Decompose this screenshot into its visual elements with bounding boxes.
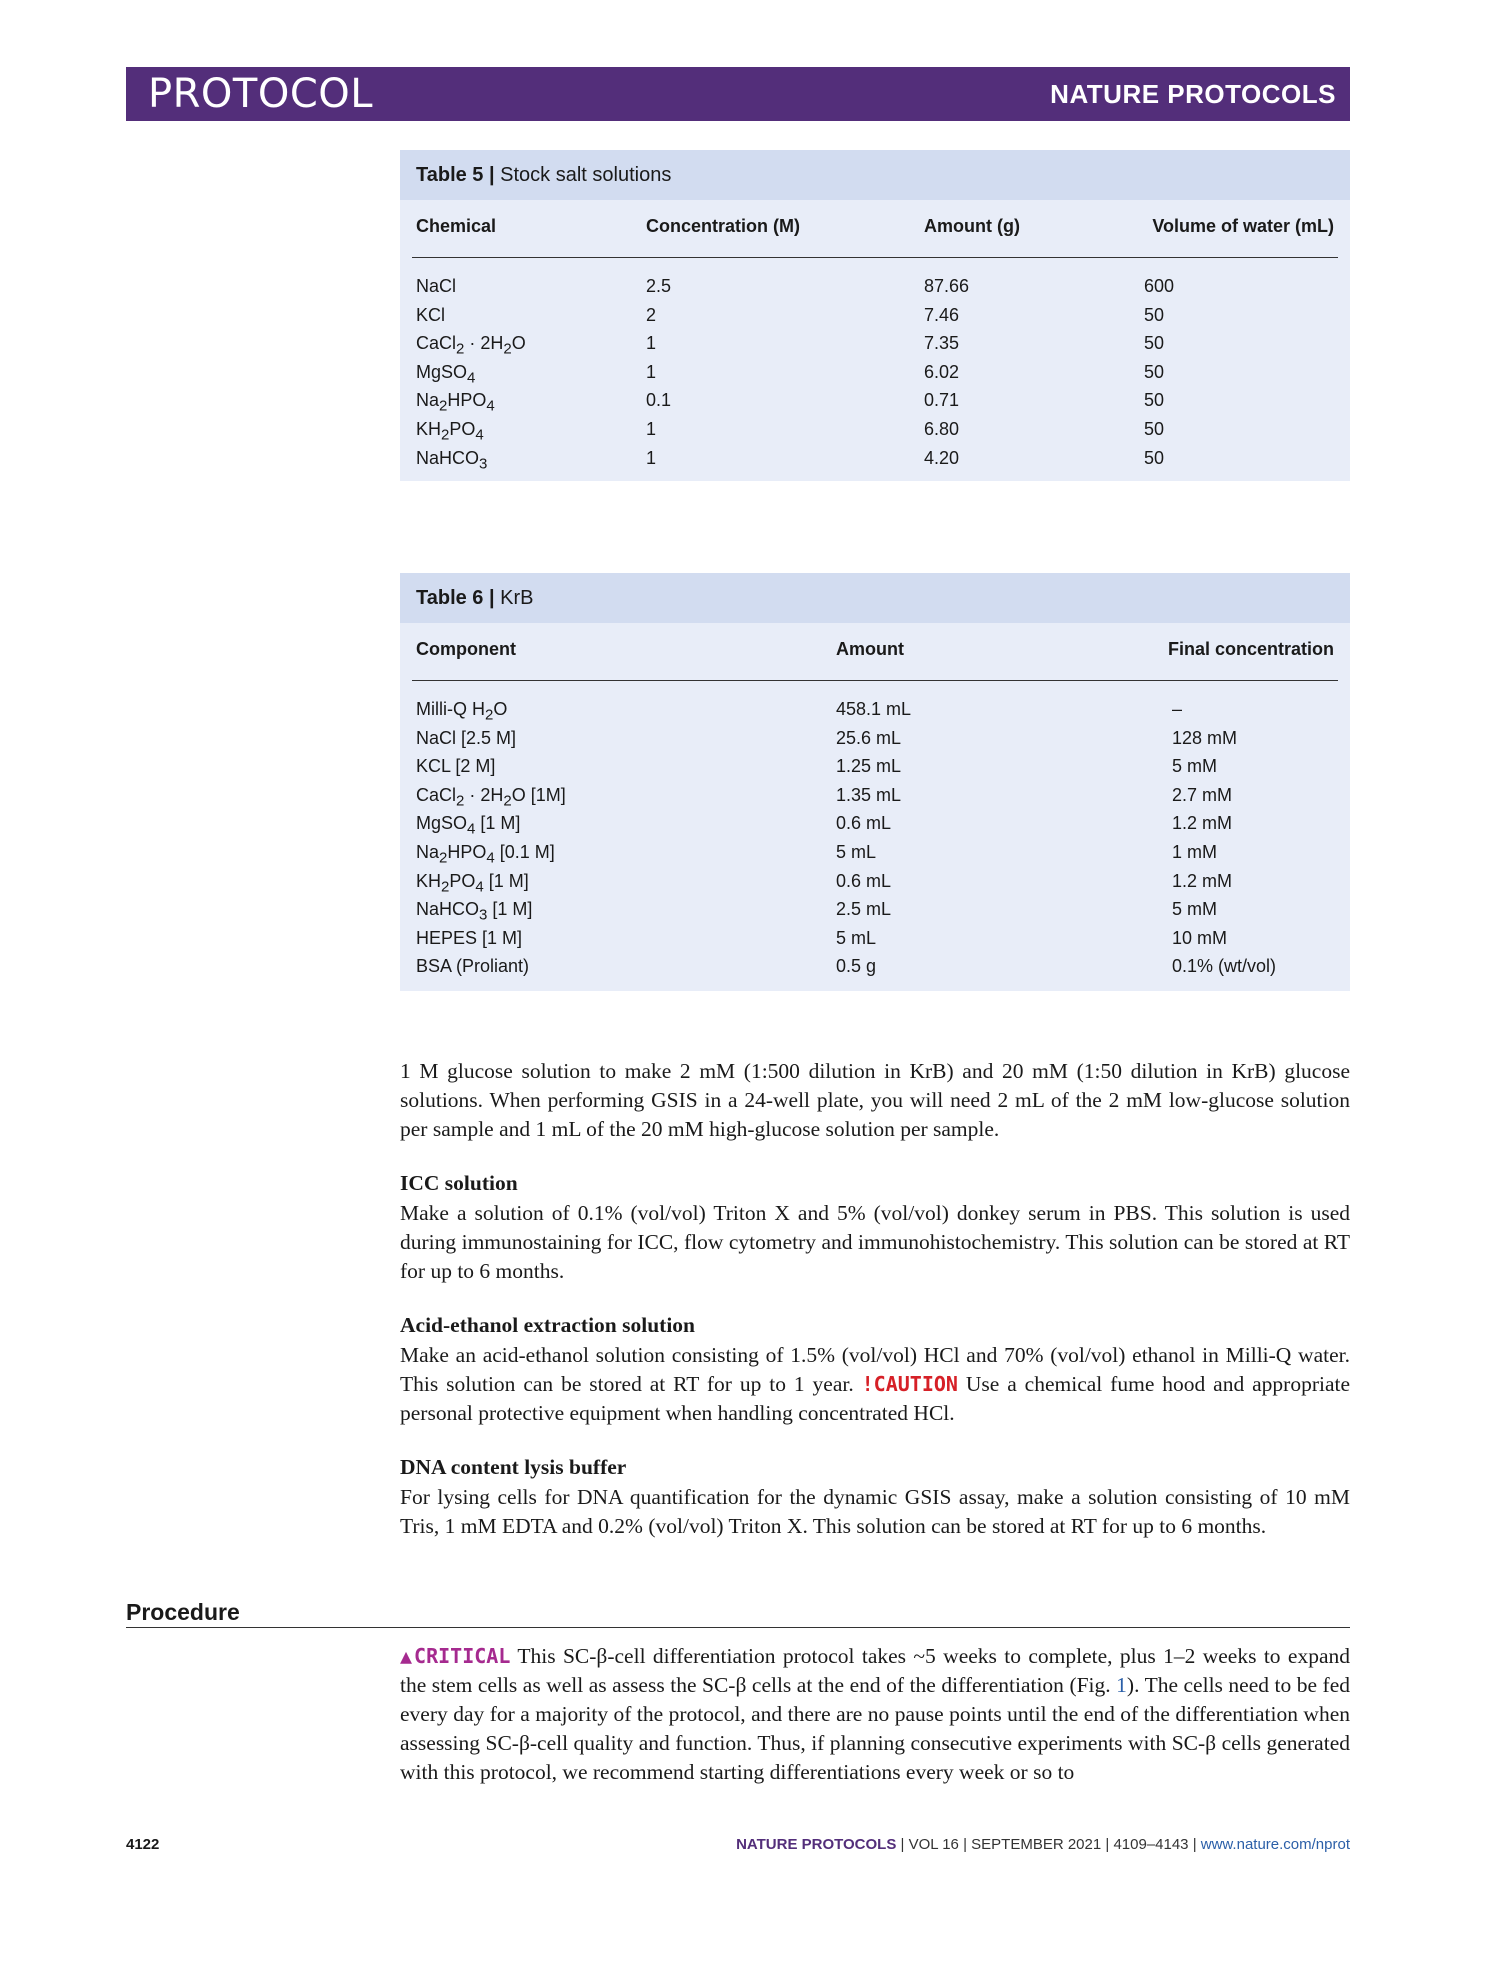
- table-cell: 1 mM: [1172, 841, 1217, 862]
- column-header: Amount: [836, 639, 904, 659]
- table-cell: $Na_2HPO_4$ [0.1 M]: [416, 841, 555, 867]
- table-cell: 87.66: [924, 276, 970, 296]
- table-row: [400, 386, 1350, 415]
- table-cell: MgSO$_4$ [1 M]: [416, 813, 521, 838]
- glucose-paragraph: 1 M glucose solution to make 2 mM (1:500 dilution in KrB) and 20 mM (1:50 dilution in KrB) glucose solutions. When performing GSIS in a 24-well plate, you will need 2 mL of the 2 mM low-glucose solution per sample and 1 mL of the 20 mM high-glucose solution per sample.: [400, 1059, 1350, 1141]
- table-cell: Milli-Q $H_2O$: [416, 699, 508, 724]
- table-cell: 5 mL: [836, 841, 877, 862]
- table-row: [400, 724, 1350, 753]
- acid-text: Make an acid-ethanol solution consisting of 1.5% (vol/vol) HCl and 70% (vol/vol) ethanol in Milli-Q water. This solution can be stored at RT for up to 1 year.: [400, 1343, 1350, 1396]
- footer-date: SEPTEMBER 2021: [971, 1836, 1102, 1853]
- table-cell: 7.35: [924, 333, 960, 354]
- table-row: [400, 952, 1350, 981]
- journal-name: NATURE PROTOCOLS: [1050, 79, 1336, 109]
- table-cell: 5 mM: [1172, 756, 1217, 777]
- table-caption: [400, 150, 1350, 200]
- table-title: KrB: [500, 587, 534, 609]
- table-cell: NaCl: [416, 276, 457, 296]
- table-title: Stock salt solutions: [500, 164, 672, 186]
- footer-separator: |: [958, 1836, 972, 1853]
- procedure-text: This SC-β-cell differentiation protocol takes ~5 weeks to complete, plus 1–2 weeks to expand the stem cells as well as assess the SC-β cells at the end of the differentiation (Fig.: [400, 1644, 1350, 1697]
- table-cell: KCl: [416, 304, 446, 325]
- footer-separator: |: [1188, 1836, 1201, 1853]
- table-cell: BSA (Proliant): [416, 956, 530, 977]
- table-cell: 6.80: [924, 418, 960, 439]
- table-cell: CaCl$_2$ · $2H_2O$: [416, 333, 526, 358]
- table-row: [400, 444, 1350, 473]
- column-header: Chemical: [416, 216, 497, 236]
- table-row: [400, 809, 1350, 838]
- table-cell: 1: [646, 361, 657, 382]
- table-row: [400, 358, 1350, 387]
- table-caption: [400, 573, 1350, 623]
- caution-label: !CAUTION: [861, 1372, 958, 1396]
- table-cell: 458.1 mL: [836, 699, 912, 719]
- table-cell: 50: [1144, 304, 1165, 325]
- table-row: [400, 924, 1350, 953]
- table-cell: 0.71: [924, 390, 960, 411]
- table-cell: 0.6 mL: [836, 870, 892, 891]
- table-cell: 1.35 mL: [836, 784, 902, 805]
- table-cell: 7.46: [924, 304, 960, 325]
- table-cell: CaCl$_2$ · $2H_2O$ [1M]: [416, 784, 566, 810]
- table-body: [400, 681, 1350, 995]
- figure-link[interactable]: 1: [1116, 1673, 1127, 1697]
- column-header: Amount (g): [924, 216, 1020, 236]
- table-cell: 4.20: [924, 447, 960, 468]
- table-cell: 1: [646, 447, 657, 468]
- table-cell: $KH_2PO_4$: [416, 418, 484, 444]
- dna-paragraph: For lysing cells for DNA quantification for the dynamic GSIS assay, make a solution consisting of 10 mM Tris, 1 mM EDTA and 0.2% (vol/vol) Triton X. This solution can be stored at RT for up to 6 months.: [400, 1485, 1350, 1538]
- table-cell: 1.25 mL: [836, 756, 902, 777]
- table-cell: 2: [646, 304, 657, 325]
- table-cell: 50: [1144, 361, 1165, 382]
- table-header: [412, 200, 1338, 258]
- table-row: [400, 329, 1350, 358]
- table-label: Table 6 |: [416, 587, 495, 609]
- table-row: [400, 838, 1350, 867]
- page-number: 4122: [126, 1836, 160, 1853]
- table-cell: 1: [646, 333, 657, 354]
- dna-heading: DNA content lysis buffer: [400, 1455, 627, 1479]
- table-cell: 0.1: [646, 390, 672, 411]
- footer-pages: 4109–4143: [1113, 1836, 1189, 1853]
- table-cell: 25.6 mL: [836, 727, 902, 748]
- table-cell: 2.5 mL: [836, 899, 892, 920]
- table-header: [412, 623, 1338, 681]
- table-6: [400, 573, 1350, 991]
- section-label: PROTOCOL: [148, 71, 374, 117]
- table-cell: 2.5: [646, 276, 672, 296]
- table-cell: $Na_2HPO_4$: [416, 390, 495, 415]
- table-cell: 6.02: [924, 361, 960, 382]
- table-row: [400, 695, 1350, 724]
- table-cell: –: [1172, 699, 1183, 719]
- footer-separator: |: [896, 1836, 909, 1853]
- footer-citation: [736, 1836, 1350, 1853]
- table-cell: 50: [1144, 447, 1165, 468]
- table-row: [400, 272, 1350, 301]
- table-cell: NaHCO$_3$: [416, 447, 488, 473]
- column-header: Concentration (M): [646, 216, 800, 236]
- table-cell: $KH_2PO_4$ [1 M]: [416, 870, 529, 896]
- table-cell: 50: [1144, 418, 1165, 439]
- table-cell: 600: [1144, 276, 1175, 296]
- table-cell: 5 mL: [836, 927, 877, 948]
- table-cell: MgSO$_4$: [416, 361, 476, 387]
- table-cell: NaCl [2.5 M]: [416, 727, 517, 748]
- table-row: [400, 752, 1350, 781]
- acid-heading: Acid-ethanol extraction solution: [400, 1313, 696, 1337]
- section-divider: [126, 1627, 1350, 1628]
- footer-separator: |: [1101, 1836, 1114, 1853]
- footer-url[interactable]: www.nature.com/nprot: [1200, 1836, 1350, 1853]
- table-cell: 2.7 mM: [1172, 784, 1233, 805]
- icc-heading: ICC solution: [400, 1171, 518, 1195]
- table-5: [400, 150, 1350, 481]
- footer-volume: VOL 16: [908, 1836, 959, 1853]
- procedure-heading: Procedure: [126, 1599, 240, 1625]
- table-cell: 128 mM: [1172, 727, 1238, 748]
- table-cell: 1: [646, 418, 657, 439]
- footer-journal: NATURE PROTOCOLS: [736, 1836, 897, 1853]
- acid-text-cont: Use a chemical fume hood and appropriate personal protective equipment when handling concentrated HCl.: [400, 1372, 1351, 1425]
- table-cell: 1.2 mM: [1172, 870, 1233, 891]
- table-cell: 1.2 mM: [1172, 813, 1233, 834]
- procedure-text-cont: ). The cells need to be fed every day for a majority of the protocol, and there are no pause points until the end of the differentiation when assessing SC-β-cell quality and function. Thus, if planning consecutive experiments with SC-β cells generated with this protocol, we recommend starting differentiations every week or so to: [400, 1673, 1350, 1784]
- table-label: Table 5 |: [416, 164, 495, 186]
- column-header: Volume of water (mL): [1152, 216, 1334, 236]
- table-cell: HEPES [1 M]: [416, 927, 523, 948]
- header-bar: [126, 67, 1350, 121]
- table-row: [400, 781, 1350, 810]
- table-row: [400, 867, 1350, 896]
- column-header: Final concentration: [1167, 639, 1334, 659]
- table-body: [400, 258, 1350, 486]
- table-cell: 50: [1144, 390, 1165, 411]
- table-cell: 10 mM: [1172, 927, 1228, 948]
- icc-paragraph: Make a solution of 0.1% (vol/vol) Triton X and 5% (vol/vol) donkey serum in PBS. This solution is used during immunostaining for ICC, flow cytometry and immunohistochemistry. This solution can be stored at RT for up to 6 months.: [400, 1201, 1350, 1283]
- table-cell: 5 mM: [1172, 899, 1217, 920]
- table-cell: 0.6 mL: [836, 813, 892, 834]
- table-row: [400, 415, 1350, 444]
- table-cell: 0.5 g: [836, 956, 877, 977]
- table-cell: NaHCO$_3$ [1 M]: [416, 899, 533, 924]
- procedure-paragraph: [400, 1642, 1350, 1787]
- table-row: [400, 895, 1350, 924]
- table-row: [400, 301, 1350, 330]
- table-cell: 0.1% (wt/vol): [1172, 956, 1277, 977]
- critical-label: ▲CRITICAL: [400, 1644, 511, 1668]
- acid-paragraph: [400, 1341, 1350, 1428]
- column-header: Component: [416, 639, 516, 659]
- table-cell: 50: [1144, 333, 1165, 354]
- table-cell: KCL [2 M]: [416, 756, 496, 777]
